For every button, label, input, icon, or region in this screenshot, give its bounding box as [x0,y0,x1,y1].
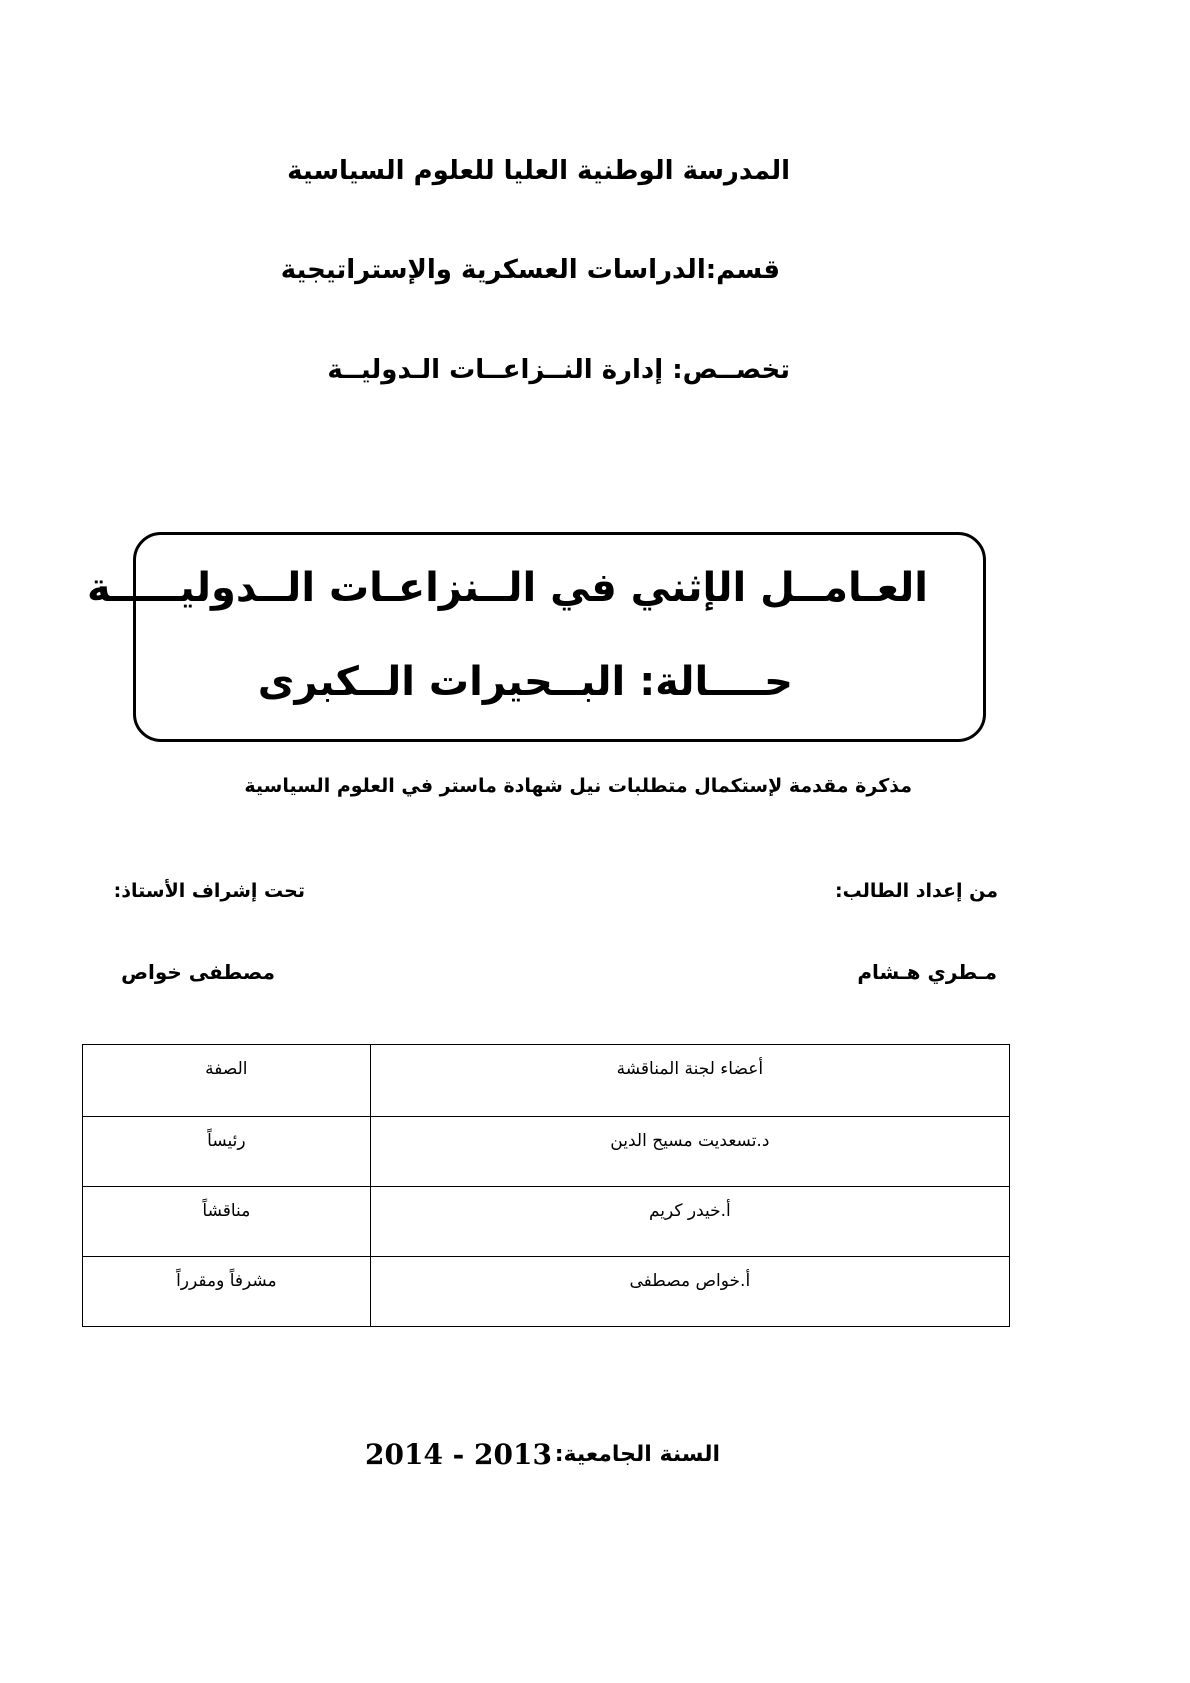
specialty-name: تخصــص: إدارة النــزاعــات الـدوليــة [327,355,790,385]
supervisor-name: مصطفى خواص [121,960,275,984]
role-header: الصفة [83,1045,371,1117]
academic-year-value: 2014 - 2013 [365,1438,552,1471]
role-cell: مناقشاً [83,1187,371,1257]
member-cell: د.تسعديت مسيح الدين [370,1117,1009,1187]
role-cell: مشرفاً ومقرراً [83,1257,371,1327]
thesis-subtitle: حــــالة: البــحيرات الــكبرى [257,659,793,705]
members-header: أعضاء لجنة المناقشة [370,1045,1009,1117]
thesis-title-box [87,532,986,742]
committee-table [82,1044,1010,1327]
supervised-by-label: تحت إشراف الأستاذ: [113,880,305,902]
prepared-by-label: من إعداد الطالب: [835,880,998,902]
school-name: المدرسة الوطنية العليا للعلوم السياسية [287,156,790,186]
table-row [83,1187,1010,1257]
table-header-row [83,1045,1010,1117]
member-cell: أ.خواص مصطفى [370,1257,1009,1327]
memo-statement: مذكرة مقدمة لإستكمال متطلبات نيل شهادة ماستر في العلوم السياسية [244,775,912,797]
thesis-title: العـامــل الإثني في الــنزاعـات الــدوليـــــة [87,565,928,611]
academic-year-label: السنة الجامعية: [554,1442,720,1467]
role-cell: رئيساً [83,1117,371,1187]
table-row [83,1117,1010,1187]
member-cell: أ.خيدر كريم [370,1187,1009,1257]
table-row [83,1257,1010,1327]
department-name: قسم:الدراسات العسكرية والإستراتيجية [280,255,780,285]
student-name: مـطري هـشام [857,960,997,984]
